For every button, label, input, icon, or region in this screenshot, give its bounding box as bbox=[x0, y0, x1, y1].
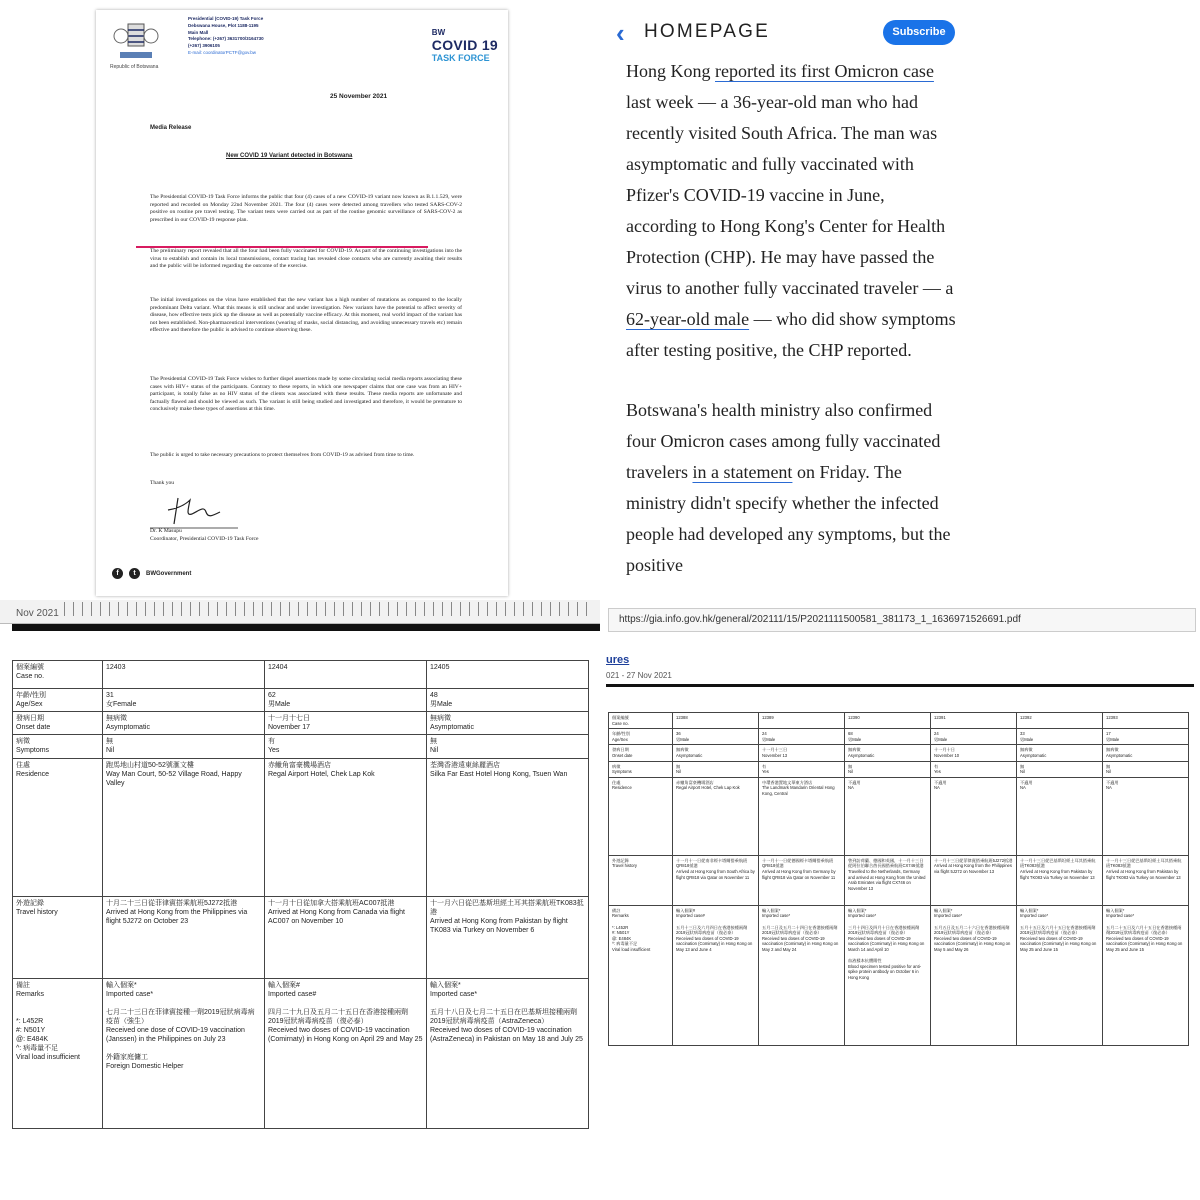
omicron-case-link[interactable]: reported its first Omicron case bbox=[715, 61, 934, 81]
contact-line: Debswana House, Plot 1188-1195 bbox=[188, 22, 259, 28]
logo-task-force: TASK FORCE bbox=[431, 53, 490, 63]
divider-bar bbox=[606, 684, 1194, 687]
table-row bbox=[13, 735, 589, 759]
case-table-left-panel bbox=[0, 600, 600, 1200]
article-text: Hong Kong bbox=[626, 61, 715, 81]
table-cell: 68 男Male bbox=[845, 729, 931, 745]
article-header bbox=[602, 0, 972, 62]
homepage-link[interactable]: HOMEPAGE bbox=[644, 21, 770, 42]
table-cell: 十月二十三日從菲律賓搭乘航班5J272抵港 Arrived at Hong Kong from the Philippines via flight 5J272 on October 23 bbox=[103, 897, 265, 979]
table-cell: 無病徵 Asymptomatic bbox=[845, 745, 931, 761]
ruler-ticks bbox=[64, 602, 594, 616]
table-row bbox=[13, 897, 589, 979]
table-cell: 輸入個案* Imported case* 五月五日及五月二十六日在香港接種兩劑2019冠狀病毒病疫苗（復必泰） Received two doses of COVID-19 vaccination (Comirnaty) in Hong Kong on May 5 and May 26 bbox=[931, 905, 1017, 1045]
table-cell: 十一月十三日 November 13 bbox=[759, 745, 845, 761]
table-cell: 12403 bbox=[103, 661, 265, 689]
row-header-cell: 備註 Remarks *: L452R #: N501Y @: E484K ^: 病毒量不足 Viral load insufficient bbox=[609, 905, 673, 1045]
table-cell: 十一月十三日從巴基斯坦經土耳其搭乘航班TK083抵港 Arrived at Hong Kong from Pakistan by flight TK083 via Turkey on November 13 bbox=[1017, 855, 1103, 905]
row-header-cell: 年齡/性別 Age/Sex bbox=[13, 689, 103, 712]
row-header-cell: 個案編號 Case no. bbox=[13, 661, 103, 689]
table-cell: 跑馬地山村道50-52號滙文樓 Way Man Court, 50-52 Village Road, Happy Valley bbox=[103, 759, 265, 897]
facebook-icon[interactable]: f bbox=[112, 568, 123, 579]
row-header-cell: 個案編號 Case no. bbox=[609, 713, 673, 729]
table-cell: 12391 bbox=[931, 713, 1017, 729]
case-table-left bbox=[12, 660, 589, 1129]
table-cell: 48 男Male bbox=[427, 689, 589, 712]
news-article bbox=[602, 0, 1200, 597]
table-cell: 無 Nil bbox=[427, 735, 589, 759]
table-cell: 31 女Female bbox=[103, 689, 265, 712]
table-cell: 不適用 NA bbox=[931, 777, 1017, 855]
table-row bbox=[13, 712, 589, 735]
case-table-right bbox=[608, 712, 1189, 1046]
social-links bbox=[112, 568, 191, 579]
signatory-title: Coordinator, Presidential COVID-19 Task Force bbox=[150, 535, 259, 542]
table-cell: 輸入個案* Imported case* 七月二十三日在菲律賓接種一劑2019冠狀病毒病疫苗（強生） Received one dose of COVID-19 vaccination (Janssen) in the Philippines on July 23 外籍家庭傭工 Foreign Domestic Helper bbox=[103, 979, 265, 1129]
table-row bbox=[609, 855, 1189, 905]
table-cell: 24 男Male bbox=[759, 729, 845, 745]
table-cell: 輸入個案* Imported case* 五月二日及五月二十四日在香港接種兩劑2019冠狀病毒病疫苗（復必泰） Received two doses of COVID-19 vaccination (Comirnaty) in Hong Kong on May 2 and May 24 bbox=[759, 905, 845, 1045]
table-cell: 無病徵 Asymptomatic bbox=[1017, 745, 1103, 761]
row-header-cell: 住處 Residence bbox=[13, 759, 103, 897]
release-paragraph-4: The Presidential COVID-19 Task Force wishes to further dispel assertions made by some circulating social media reports associating these cases with HIV+ status of the participants. Contrary to these reports, in which one newspaper claims that one case was from an HIV+ participant, is totally false as no HIV status of the clients was associated with these results. These media reports are unfortunate and factually flawed and should be viewed as such. The variant is still being studied and investigated and therefore, it would be premature to conclusively make these types of assertions at this time. bbox=[150, 376, 462, 413]
table-cell: 十一月十日從加拿大搭乘航班AC007抵港 Arrived at Hong Kong from Canada via flight AC007 on November 10 bbox=[265, 897, 427, 979]
pdf-url-bar[interactable]: https://gia.info.gov.hk/general/202111/15/P2021111500581_381173_1_1636971526691.pdf bbox=[608, 608, 1196, 632]
table-cell: 輸入個案* Imported case* 三月十四日及四月十日在香港接種兩劑2019冠狀病毒病疫苗（復必泰） Received two doses of COVID-19 vaccination (Comirnaty) in Hong Kong on March 14 and April 10 血液樣本抗體陽性 Blood specimen tested positive for anti-spike protein antibody on October 6 in Hong Kong bbox=[845, 905, 931, 1045]
table-cell: 十一月六日從巴基斯坦經土耳其搭乘航班TK083抵港 Arrived at Hong Kong from Pakistan by flight TK083 via Turkey on November 6 bbox=[427, 897, 589, 979]
contact-line: Main Mall bbox=[188, 29, 209, 35]
table-cell: 輸入個案# Imported case# 四月二十九日及五月二十五日在香港接種兩劑2019冠狀病毒病疫苗（復必泰） Received two doses of COVID-19 vaccination (Comirnaty) in Hong Kong on April 29 and May 25 bbox=[265, 979, 427, 1129]
row-header-cell: 年齡/性別 Age/Sex bbox=[609, 729, 673, 745]
table-row bbox=[609, 777, 1189, 855]
table-cell: 輸入個案# Imported case# 五月十三日及六月四日在香港接種兩劑2019冠狀病毒病疫苗（復必泰） Received two doses of COVID-19 vaccination (Comirnaty) in Hong Kong on May 13 and June 4 bbox=[673, 905, 759, 1045]
table-cell: 十一月十七日 November 17 bbox=[265, 712, 427, 735]
row-header-cell: 病徵 Symptoms bbox=[609, 761, 673, 777]
release-paragraph-1: The Presidential COVID-19 Task Force informs the public that four (4) cases of a new COVID-19 variant now known as B.1.1.529, were reported and recorded on Monday 22nd November 2021. The four (4) cases were detected among travellers who tested SARS-COV-2 positive on routine pre travel testing. The variant tests were carried out as part of the routine genomic surveillance of SARS-COV-2 as prescribed in our COVID-19 response plan. bbox=[150, 194, 462, 223]
task-force-logo bbox=[432, 28, 498, 63]
table-row bbox=[13, 979, 589, 1129]
table-cell: 無 Nil bbox=[103, 735, 265, 759]
article-text: last week — a 36-year-old man who had recently visited South Africa. The man was asymptomatic and fully vaccinated with Pfizer's COVID-19 vaccine in June, according to Hong Kong's Center for Health Protection (CHP). He may have passed the virus to another fully vaccinated traveler — a bbox=[626, 92, 954, 298]
release-date: 25 November 2021 bbox=[330, 93, 388, 100]
table-cell: 無病徵 Asymptomatic bbox=[1103, 745, 1189, 761]
table-cell: 赤鱲角富豪機場酒店 Regal Airport Hotel, Chek Lap Kok bbox=[265, 759, 427, 897]
coat-of-arms-icon bbox=[110, 18, 162, 62]
table-cell: 有 Yes bbox=[759, 761, 845, 777]
contact-line: Presidential (COVID-19) Task Force bbox=[188, 16, 264, 21]
article-text: Botswana's health ministry also confirmed four Omicron cases among fully vaccinated travelers bbox=[626, 400, 941, 482]
date-range: 021 - 27 Nov 2021 bbox=[606, 671, 672, 680]
row-header-cell: 病徵 Symptoms bbox=[13, 735, 103, 759]
document-title-fragment: ures bbox=[606, 654, 630, 666]
table-row bbox=[609, 905, 1189, 1045]
table-cell: 36 男Male bbox=[673, 729, 759, 745]
table-row bbox=[13, 759, 589, 897]
table-cell: 無 Nil bbox=[1103, 761, 1189, 777]
ruler-label: Nov 2021 bbox=[16, 608, 59, 619]
table-cell: 不適用 NA bbox=[1103, 777, 1189, 855]
row-header-cell: 外遊記錄 Travel history bbox=[609, 855, 673, 905]
table-cell: 中環香港置地文華東方酒店 The Landmark Mandarin Oriental Hong Kong, Central bbox=[759, 777, 845, 855]
row-header-cell: 外遊記錄 Travel history bbox=[13, 897, 103, 979]
social-handle: BWGovernment bbox=[146, 570, 192, 577]
table-cell: 曾到訪荷蘭、德國和英國，十一月十三日從阿拉伯聯合酋長國搭乘航班CX746抵港 Travelled to the Netherlands, Germany and arrived at Hong Kong from the United Arab Emirates via flight CX746 on November 13 bbox=[845, 855, 931, 905]
table-row bbox=[609, 745, 1189, 761]
article-paragraph-2 bbox=[626, 395, 956, 581]
table-cell: 24 男Male bbox=[931, 729, 1017, 745]
signatory-name: Dr. K Masupu bbox=[150, 528, 182, 534]
table-cell: 十一月十一日從南非經卡塔爾搭乘航班QR818抵港 Arrived at Hong Kong from South Africa by flight QR818 via Qatar on November 11 bbox=[673, 855, 759, 905]
row-header-cell: 住處 Residence bbox=[609, 777, 673, 855]
table-cell: 荃灣香港遠東絲麗酒店 Silka Far East Hotel Hong Kong, Tsuen Wan bbox=[427, 759, 589, 897]
release-thanks: Thank you bbox=[150, 480, 175, 486]
table-cell: 不適用 NA bbox=[1017, 777, 1103, 855]
table-cell: 無病徵 Asymptomatic bbox=[673, 745, 759, 761]
row-header-cell: 發病日期 Onset date bbox=[609, 745, 673, 761]
table-cell: 12392 bbox=[1017, 713, 1103, 729]
table-cell: 十一月十日 November 10 bbox=[931, 745, 1017, 761]
republic-label: Republic of Botswana bbox=[110, 64, 159, 70]
table-cell: 十一月十三日從菲律賓搭乘航班5J272抵港 Arrived at Hong Kong from the Philippines via flight 5J272 on November 13 bbox=[931, 855, 1017, 905]
table-cell: 無 Nil bbox=[845, 761, 931, 777]
table-cell: 輸入個案* Imported case* 五月十八日及七月二十五日在巴基斯坦接種兩劑2019冠狀病毒病疫苗（AstraZeneca） Received two doses of COVID-19 vaccination (AstraZeneca) in Pakistan on May 18 and July 25 bbox=[427, 979, 589, 1129]
table-row bbox=[609, 729, 1189, 745]
table-cell: 有 Yes bbox=[931, 761, 1017, 777]
table-cell: 17 男Male bbox=[1103, 729, 1189, 745]
article-text: — who did show symptoms after testing positive, the CHP reported. bbox=[626, 309, 956, 360]
twitter-icon[interactable]: t bbox=[129, 568, 140, 579]
logo-covid19-text: COVID 19 bbox=[431, 37, 498, 53]
divider-bar bbox=[12, 624, 600, 631]
release-paragraph-3: The initial investigations on the virus have established that the new variant has a high number of mutations as compared to the locally predominant Delta variant. What this means is still unclear and under investigation. New variants have the potential to affect severity of disease, how effective tests pick up the disease as well as potentially vaccine efficacy. At this moment, real world impact of the variant has not been established. Non-pharmaceutical interventions (wearing of masks, social distancing, and avoiding unnecessary travels etc) remain effective and therefore the public is advised to continue observing these. bbox=[150, 297, 462, 334]
table-cell: 62 男Male bbox=[265, 689, 427, 712]
table-cell: 12404 bbox=[265, 661, 427, 689]
table-cell: 無病徵 Asymptomatic bbox=[103, 712, 265, 735]
contact-email: E-mail: coordinatorPCTF@gov.bw bbox=[188, 49, 257, 55]
table-cell: 12393 bbox=[1103, 713, 1189, 729]
subscribe-button[interactable]: Subscribe bbox=[883, 20, 955, 45]
row-header-cell: 備註 Remarks *: L452R #: N501Y @: E484K ^: 病毒量不足 Viral load insufficient bbox=[13, 979, 103, 1129]
table-row bbox=[609, 713, 1189, 729]
table-cell: 不適用 NA bbox=[845, 777, 931, 855]
signature-icon bbox=[150, 490, 240, 530]
table-cell: 12388 bbox=[673, 713, 759, 729]
article-paragraph-1 bbox=[626, 56, 956, 366]
table-cell: 輸入個案* Imported case* 五月十五日及六月十五日在香港接種兩劑2019冠狀病毒病疫苗（復必泰） Received two doses of COVID-19 vaccination (Comirnaty) in Hong Kong on May 25 and June 15 bbox=[1017, 905, 1103, 1045]
table-cell: 有 Yes bbox=[265, 735, 427, 759]
table-row bbox=[13, 689, 589, 712]
document-ruler bbox=[0, 600, 600, 624]
table-cell: 12390 bbox=[845, 713, 931, 729]
row-header-cell: 發病日期 Onset date bbox=[13, 712, 103, 735]
table-cell: 輸入個案* Imported case* 五月二十五日及六月十五日在香港接種兩劑2019冠狀病毒病疫苗（復必泰） Received two doses of COVID-19 vaccination (Comirnaty) in Hong Kong on May 25 and June 15 bbox=[1103, 905, 1189, 1045]
table-cell: 12389 bbox=[759, 713, 845, 729]
signatory bbox=[150, 528, 259, 543]
logo-bw: BW bbox=[431, 28, 446, 37]
logo-covid19 bbox=[432, 37, 498, 53]
statement-link[interactable]: in a statement bbox=[692, 462, 793, 482]
table-cell: 無病徵 Asymptomatic bbox=[427, 712, 589, 735]
contact-block bbox=[188, 16, 338, 57]
highlight-underline bbox=[136, 246, 428, 248]
table-row bbox=[609, 761, 1189, 777]
table-cell: 赤鱲角富豪機場酒店 Regal Airport Hotel, Chek Lap Kok bbox=[673, 777, 759, 855]
table-cell: 33 男Male bbox=[1017, 729, 1103, 745]
table-cell: 無 Nil bbox=[1017, 761, 1103, 777]
release-paragraph-5: The public is urged to take necessary precautions to protect themselves from COVID-19 as advised from time to time. bbox=[150, 452, 415, 458]
release-paragraph-2: The preliminary report revealed that all the four had been fully vaccinated for COVID-19. As part of the continuing investigations into the virus to establish and contain its local transmissions, contact tracing has revealed close contacts who are currently awaiting their results and the public will be informed regarding the outcome of the exercise. bbox=[150, 248, 462, 270]
male-case-link[interactable]: 62-year-old male bbox=[626, 309, 750, 329]
article-text: on Friday. The ministry didn't specify whether the infected people had developed any symptoms, but the positive bbox=[626, 462, 951, 575]
article-body bbox=[626, 56, 956, 597]
table-cell: 十一月十一日從德國經卡塔爾搭乘航班QR818抵港 Arrived at Hong Kong from Germany by flight QR818 via Qatar on November 11 bbox=[759, 855, 845, 905]
table-cell: 十一月十三日從巴基斯坦經土耳其搭乘航班TK083抵港 Arrived at Hong Kong from Pakistan by flight TK083 via Turkey on November 13 bbox=[1103, 855, 1189, 905]
table-cell: 12405 bbox=[427, 661, 589, 689]
contact-line: Telephone: (+267) 3631700/3164730 bbox=[188, 36, 264, 42]
chevron-left-icon[interactable]: ‹ bbox=[616, 18, 625, 48]
table-cell: 無 Nil bbox=[673, 761, 759, 777]
press-release-document bbox=[96, 10, 508, 596]
contact-line: (+267) 3906105 bbox=[188, 43, 220, 49]
media-release-label: Media Release bbox=[150, 125, 192, 131]
release-headline: New COVID 19 Variant detected in Botswana bbox=[226, 153, 353, 159]
case-table-right-panel bbox=[600, 600, 1200, 1200]
table-row bbox=[13, 661, 589, 689]
